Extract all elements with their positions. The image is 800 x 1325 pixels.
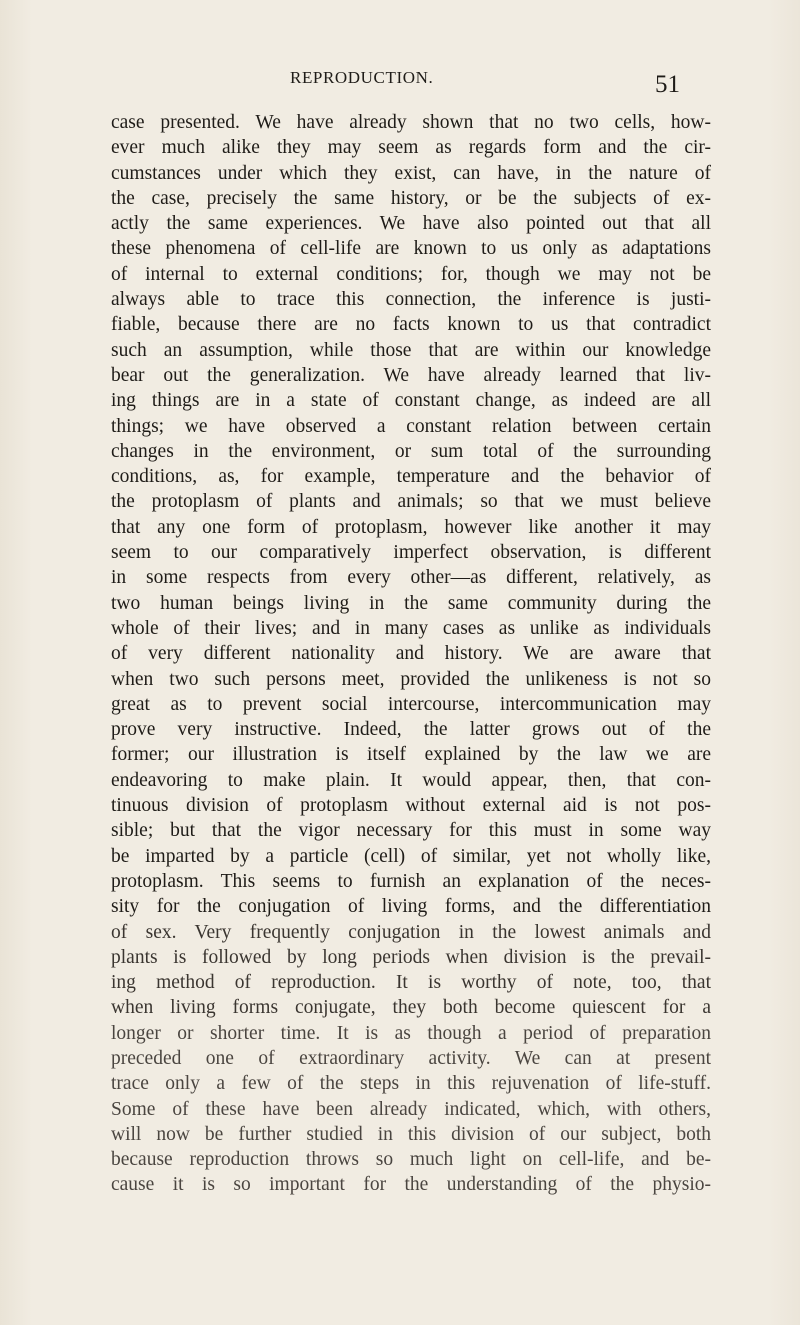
text-line: that any one form of protoplasm, however like another it may: [111, 516, 711, 538]
text-line: two human beings living in the same community during the: [111, 592, 711, 614]
text-line: such an assumption, while those that are within our knowledge: [111, 339, 711, 361]
text-line: plants is followed by long periods when division is the prevail-: [111, 946, 711, 968]
text-line: things; we have observed a constant relation between certain: [111, 415, 711, 437]
text-line: will now be further studied in this division of our subject, both: [111, 1123, 711, 1145]
body-paragraph: [111, 110, 711, 1198]
text-line: great as to prevent social intercourse, intercommunication may: [111, 693, 711, 715]
text-line: the case, precisely the same history, or be the subjects of ex-: [111, 187, 711, 209]
text-line: be imparted by a particle (cell) of similar, yet not wholly like,: [111, 845, 711, 867]
text-line: Some of these have been already indicated, which, with others,: [111, 1098, 711, 1120]
text-line: bear out the generalization. We have already learned that liv-: [111, 364, 711, 386]
text-line: ing method of reproduction. It is worthy of note, too, that: [111, 972, 711, 994]
text-line: when two such persons meet, provided the unlikeness is not so: [111, 668, 711, 690]
text-line: changes in the environment, or sum total of the surrounding: [111, 440, 711, 462]
text-line: sity for the conjugation of living forms, and the differentiation: [111, 896, 711, 918]
text-line: case presented. We have already shown that no two cells, how-: [111, 112, 711, 133]
text-line: trace only a few of the steps in this rejuvenation of life-stuff.: [111, 1073, 711, 1095]
text-line: endeavoring to make plain. It would appear, then, that con-: [111, 769, 711, 791]
text-line: preceded one of extraordinary activity. We can at present: [111, 1047, 711, 1069]
text-line: these phenomena of cell-life are known to us only as adaptations: [111, 238, 711, 260]
running-head: [0, 68, 800, 98]
text-line: cause it is so important for the understanding of the physio-: [111, 1174, 711, 1196]
text-line: whole of their lives; and in many cases as unlike as individuals: [111, 617, 711, 639]
text-line: former; our illustration is itself explained by the law we are: [111, 744, 711, 766]
text-line: longer or shorter time. It is as though a period of preparation: [111, 1022, 711, 1044]
text-line: sible; but that the vigor necessary for this must in some way: [111, 820, 711, 842]
text-line: cumstances under which they exist, can have, in the nature of: [111, 162, 711, 184]
running-title: REPRODUCTION.: [290, 68, 434, 87]
text-line: when living forms conjugate, they both become quiescent for a: [111, 997, 711, 1019]
text-line: of internal to external conditions; for, though we may not be: [111, 263, 711, 285]
text-line: conditions, as, for example, temperature and the behavior of: [111, 466, 711, 488]
page-number: 51: [655, 71, 680, 98]
text-line: actly the same experiences. We have also pointed out that all: [111, 213, 711, 235]
text-line: always able to trace this connection, the inference is justi-: [111, 289, 711, 311]
text-line: prove very instructive. Indeed, the latter grows out of the: [111, 719, 711, 741]
text-line: the protoplasm of plants and animals; so that we must believe: [111, 491, 711, 513]
text-line: seem to our comparatively imperfect observation, is different: [111, 542, 711, 564]
text-line: in some respects from every other—as different, relatively, as: [111, 567, 711, 589]
text-line: tinuous division of protoplasm without external aid is not pos-: [111, 795, 711, 817]
text-line: protoplasm. This seems to furnish an explanation of the neces-: [111, 870, 711, 892]
text-line: fiable, because there are no facts known to us that contradict: [111, 314, 711, 336]
text-line: ing things are in a state of constant change, as indeed are all: [111, 390, 711, 412]
text-line: because reproduction throws so much light on cell-life, and be-: [111, 1149, 711, 1171]
text-line: of very different nationality and history. We are aware that: [111, 643, 711, 665]
text-line: of sex. Very frequently conjugation in the lowest animals and: [111, 921, 711, 943]
text-line: ever much alike they may seem as regards form and the cir-: [111, 137, 711, 159]
